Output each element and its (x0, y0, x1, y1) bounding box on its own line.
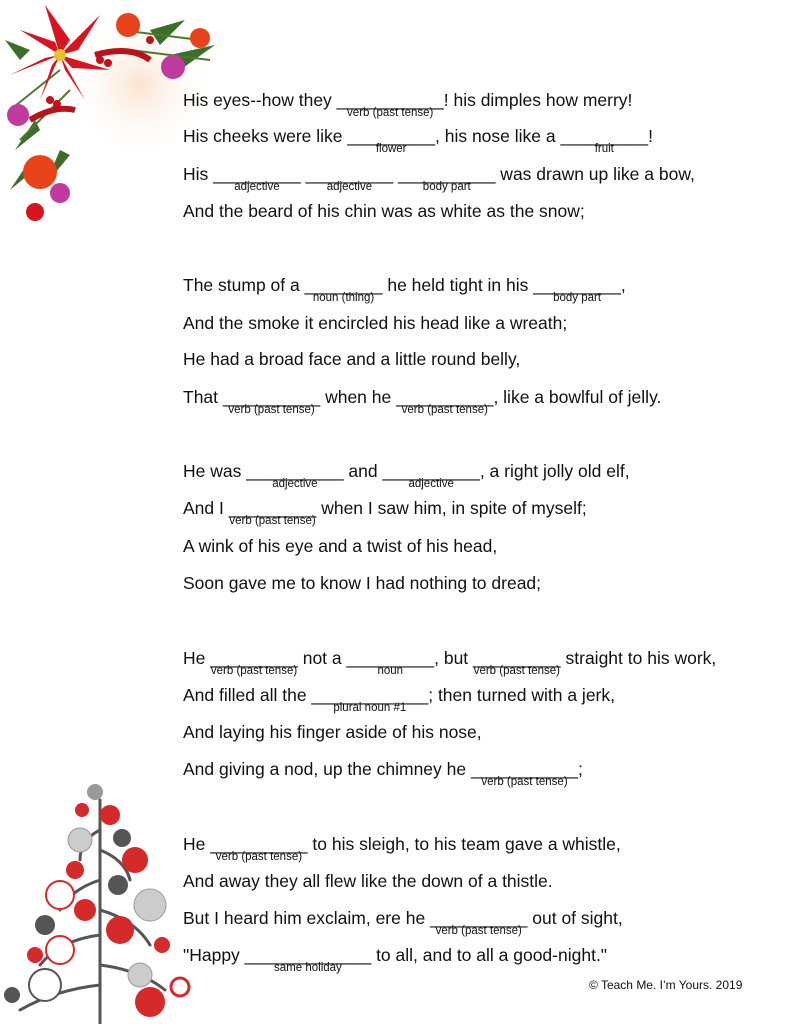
poem-line (183, 534, 497, 558)
blank-line: __________ (398, 164, 496, 184)
blank-hint: flower (375, 143, 407, 155)
fill-in-blank[interactable] (311, 683, 429, 714)
fill-in-blank[interactable] (210, 832, 308, 863)
poem-line (183, 906, 623, 937)
poem-text: not a (297, 648, 347, 668)
blank-hint: adjective (272, 478, 318, 490)
poem-line (183, 683, 615, 714)
blank-line: _____________ (244, 945, 372, 965)
poem-text: He (183, 834, 211, 854)
poem-line (183, 720, 482, 744)
poem-line (183, 347, 520, 371)
poem-text: , like a bowlful of jelly. (493, 387, 662, 407)
poem-line (183, 459, 630, 490)
blank-line: __________ (396, 387, 494, 407)
blank-hint: body part (553, 292, 602, 304)
poem-text: when I saw him, in spite of myself; (316, 498, 587, 518)
fill-in-blank[interactable] (396, 385, 494, 416)
poem-line (183, 162, 695, 193)
poem-text: ; then turned with a jerk, (428, 685, 615, 705)
blank-line: _________ (210, 648, 298, 668)
poem-line (183, 943, 608, 974)
blank-line: _________ (346, 648, 435, 668)
poem-text: His eyes--how they (183, 90, 337, 110)
poinsettia-decoration (0, 0, 225, 225)
fill-in-blank[interactable] (473, 646, 561, 677)
fill-in-blank[interactable] (304, 273, 383, 304)
blank-line: ________ (304, 275, 383, 295)
poem-text: The stump of a (183, 275, 305, 295)
poem-text: , (620, 275, 626, 295)
blank-line: ___________ (470, 759, 579, 779)
blank-hint: plural noun #1 (333, 702, 407, 714)
poem-text: out of sight, (527, 908, 623, 928)
blank-hint: noun (377, 665, 404, 677)
poem-line (183, 496, 587, 527)
ornament-tree-decoration (0, 770, 200, 1024)
blank-hint: verb (past tense) (435, 925, 522, 937)
poem-text: His (183, 164, 214, 184)
fill-in-blank[interactable] (210, 646, 298, 677)
poem-line (183, 88, 633, 119)
blank-hint: noun (thing) (312, 292, 375, 304)
blank-hint: same holiday (274, 962, 342, 974)
poem-line (183, 311, 567, 335)
poem-text: And laying his finger aside of his nose, (183, 722, 482, 742)
poem-line (183, 757, 583, 788)
poem-text: ! his dimples how merry! (443, 90, 633, 110)
poem-line (183, 124, 653, 155)
poem-line (183, 646, 717, 677)
poem-text: to his sleigh, to his team gave a whistle, (307, 834, 621, 854)
blank-line: _________ (473, 648, 561, 668)
poem-text: when he (320, 387, 397, 407)
blank-hint: verb (past tense) (473, 665, 560, 677)
poem-text: , his nose like a (434, 126, 561, 146)
fill-in-blank[interactable] (222, 385, 321, 416)
poem-line (183, 571, 541, 595)
poem-text: Soon gave me to know I had nothing to dread; (183, 573, 542, 593)
poem-text: , but (434, 648, 474, 668)
blank-line: _________ (347, 126, 435, 146)
blank-line: _________ (533, 275, 621, 295)
fill-in-blank[interactable] (382, 459, 480, 490)
poem-text: And the smoke it encircled his head like a wreath; (183, 313, 568, 333)
poem-line (183, 385, 662, 416)
poem-text: A wink of his eye and a twist of his head, (183, 536, 498, 556)
poem-line (183, 273, 626, 304)
fill-in-blank[interactable] (347, 124, 435, 155)
poem-text: And I (183, 498, 229, 518)
blank-line: _________ (305, 164, 394, 184)
poem-text: But I heard him exclaim, ere he (183, 908, 431, 928)
poem-text: And filled all the (183, 685, 312, 705)
blank-hint: verb (past tense) (481, 776, 568, 788)
fill-in-blank[interactable] (430, 906, 528, 937)
fill-in-blank[interactable] (533, 273, 621, 304)
fill-in-blank[interactable] (398, 162, 496, 193)
fill-in-blank[interactable] (228, 496, 317, 527)
blank-hint: adjective (326, 181, 373, 193)
poem-text: ! (648, 126, 653, 146)
blank-line: _________ (228, 498, 317, 518)
fill-in-blank[interactable] (336, 88, 444, 119)
blank-line: __________ (382, 461, 480, 481)
poem-text: His cheeks were like (183, 126, 348, 146)
fill-in-blank[interactable] (244, 943, 372, 974)
blank-hint: adjective (408, 478, 454, 490)
blank-line: __________ (246, 461, 344, 481)
poem-text: That (183, 387, 223, 407)
poem-text: straight to his work, (560, 648, 717, 668)
fill-in-blank[interactable] (560, 124, 649, 155)
blank-hint: verb (past tense) (210, 665, 298, 677)
blank-hint: verb (past tense) (215, 851, 303, 863)
copyright-notice: © Teach Me. I’m Yours. 2019 (589, 978, 743, 992)
poem-text: he held tight in his (382, 275, 534, 295)
poem-text: He was (183, 461, 247, 481)
blank-hint: body part (422, 181, 471, 193)
poem-text: And the beard of his chin was as white as the snow; (183, 201, 585, 221)
poem-text: , a right jolly old elf, (479, 461, 630, 481)
blank-hint: fruit (594, 143, 614, 155)
blank-line: ___________ (336, 90, 444, 110)
blank-hint: adjective (234, 181, 280, 193)
blank-line: _________ (560, 126, 649, 146)
poem-text: and (343, 461, 383, 481)
blank-hint: verb (past tense) (228, 404, 315, 416)
poem-text: was drawn up like a bow, (495, 164, 695, 184)
blank-hint: verb (past tense) (401, 404, 488, 416)
blank-hint: verb (past tense) (347, 107, 434, 119)
blank-line: ____________ (311, 685, 429, 705)
blank-line: __________ (430, 908, 528, 928)
blank-hint: verb (past tense) (229, 515, 316, 527)
poem-text: And giving a nod, up the chimney he (183, 759, 471, 779)
fill-in-blank[interactable] (246, 459, 344, 490)
poem-text: And away they all flew like the down of a thistle. (183, 871, 553, 891)
fill-in-blank[interactable] (470, 757, 579, 788)
blank-line: _________ (213, 164, 301, 184)
poem-text: He (183, 648, 211, 668)
poem-line (183, 832, 621, 863)
blank-line: __________ (222, 387, 321, 407)
fill-in-blank[interactable] (305, 162, 394, 193)
poem-text: "Happy (183, 945, 245, 965)
fill-in-blank[interactable] (213, 162, 301, 193)
poem-text: ; (578, 759, 583, 779)
poem-text: He had a broad face and a little round belly, (183, 349, 521, 369)
poem-line (183, 869, 553, 893)
poem-line (183, 199, 585, 223)
poem-text: to all, and to all a good-night." (371, 945, 608, 965)
blank-line: __________ (210, 834, 308, 854)
fill-in-blank[interactable] (346, 646, 435, 677)
